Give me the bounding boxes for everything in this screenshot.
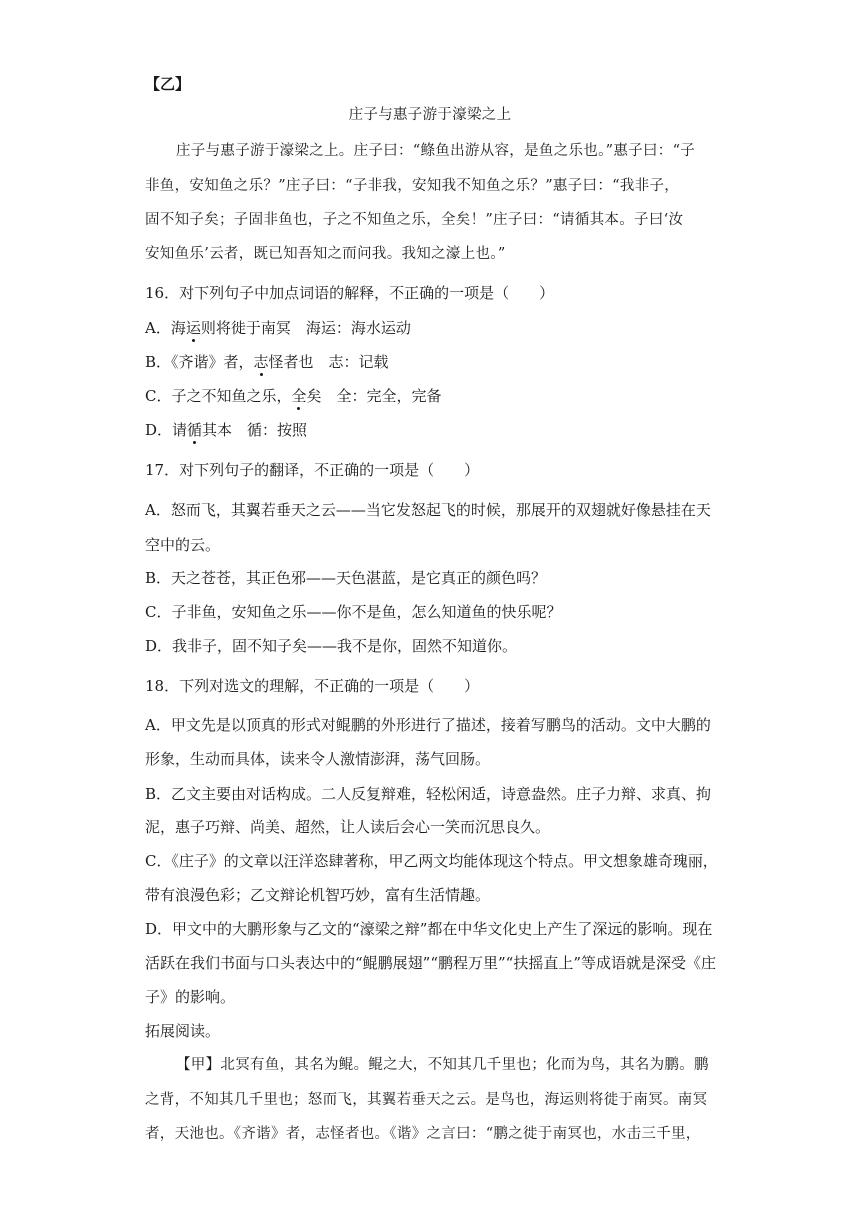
- question-17-option-c: C．子非鱼，安知鱼之乐——你不是鱼，怎么知道鱼的快乐呢？: [145, 603, 562, 621]
- question-16-stem: 16．对下列句子中加点词语的解释，不正确的一项是（ ）: [145, 284, 555, 302]
- question-17-option-a-cont: 空中的云。: [145, 536, 221, 554]
- question-18-option-c-cont: 带有浪漫色彩；乙文辩论机智巧妙，富有生活情趣。: [145, 886, 491, 904]
- dotted-char: 循: [187, 421, 203, 439]
- passage-line: 【甲】北冥有鱼，其名为鲲。鲲之大，不知其几千里也；化而为鸟，其名为鹏。鹏: [176, 1057, 709, 1073]
- question-17-option-d: D．我非子，固不知子矣——我不是你，固然不知道你。: [145, 637, 518, 655]
- question-18-option-a-cont: 形象，生动而具体，读来令人激情澎湃，荡气回肠。: [145, 750, 491, 768]
- question-17-option-a: A．怒而飞，其翼若垂天之云——当它发怒起飞的时候，那展开的双翅就好像悬挂在天: [145, 501, 711, 519]
- question-18-option-d-cont: 活跃在我们书面与口头表达中的“鲲鹏展翅”“鹏程万里”“扶摇直上”等成语就是深受《庄: [145, 954, 717, 972]
- question-18-option-a: A．甲文先是以顶真的形式对鲲鹏的外形进行了描述，接着写鹏鸟的活动。文中大鹏的: [145, 716, 711, 734]
- option-text: 则将徙于南冥 海运：海水运动: [200, 319, 411, 337]
- option-text: A．海: [145, 319, 186, 337]
- passage-line: 非鱼，安知鱼之乐？”庄子曰：“子非我，安知我不知鱼之乐？”惠子曰：“我非子，: [145, 178, 680, 194]
- dotted-char: 运: [185, 319, 201, 337]
- option-text: B．《齐谐》者，: [145, 353, 254, 371]
- option-text: 矣 全：完全，完备: [306, 387, 442, 405]
- section-label: 【乙】: [145, 75, 191, 93]
- passage-line: 固不知子矣；子固非鱼也，子之不知鱼之乐，全矣！”庄子曰：“请循其本。子曰‘汝: [145, 212, 684, 228]
- extended-reading-label: 拓展阅读。: [145, 1022, 221, 1040]
- question-16-option-d: [145, 420, 307, 440]
- option-text: C．子之不知鱼之乐，: [145, 387, 292, 405]
- option-text: 其本 循：按照: [202, 421, 308, 439]
- question-18-option-b-cont: 泥，惠子巧辩、尚美、超然，让人读后会心一笑而沉思良久。: [145, 818, 551, 836]
- option-text: 怪者也 志：记载: [268, 353, 389, 371]
- question-18-option-d-cont: 子》的影响。: [145, 988, 236, 1006]
- passage-title: 庄子与惠子游于濠梁之上: [348, 107, 512, 123]
- question-16-option-b: [145, 352, 389, 372]
- question-17-option-b: B．天之苍苍，其正色邪——天色湛蓝，是它真正的颜色吗？: [145, 569, 547, 587]
- question-18-stem: 18．下列对选文的理解，不正确的一项是（ ）: [145, 677, 480, 695]
- passage-line: 者，天池也。《齐谐》者，志怪者也。《谐》之言曰：“鹏之徙于南冥也，水击三千里，: [145, 1126, 701, 1142]
- question-16-option-c: [145, 386, 442, 406]
- passage-line: 之背，不知其几千里也；怒而飞，其翼若垂天之云。是鸟也，海运则将徙于南冥。南冥: [145, 1092, 708, 1108]
- question-18-option-b: B．乙文主要由对话构成。二人反复辩难，轻松闲适，诗意盎然。庄子力辩、求真、拘: [145, 785, 712, 803]
- dotted-char: 志: [253, 353, 269, 371]
- option-text: D．请: [145, 421, 188, 439]
- passage-line: 安知鱼乐’云者，既已知吾知之而问我。我知之濠上也。”: [145, 246, 506, 262]
- passage-line: 庄子与惠子游于濠梁之上。庄子曰：“鲦鱼出游从容，是鱼之乐也。”惠子曰：“子: [176, 143, 696, 159]
- question-18-option-d: D．甲文中的大鹏形象与乙文的“濠梁之辩”都在中华文化史上产生了深远的影响。现在: [145, 920, 713, 938]
- dotted-char: 全: [291, 387, 307, 405]
- question-16-option-a: [145, 318, 411, 338]
- question-18-option-c: C．《庄子》的文章以汪洋恣肆著称，甲乙两文均能体现这个特点。甲文想象雄奇瑰丽，: [145, 852, 718, 870]
- question-17-stem: 17．对下列句子的翻译，不正确的一项是（ ）: [145, 461, 480, 479]
